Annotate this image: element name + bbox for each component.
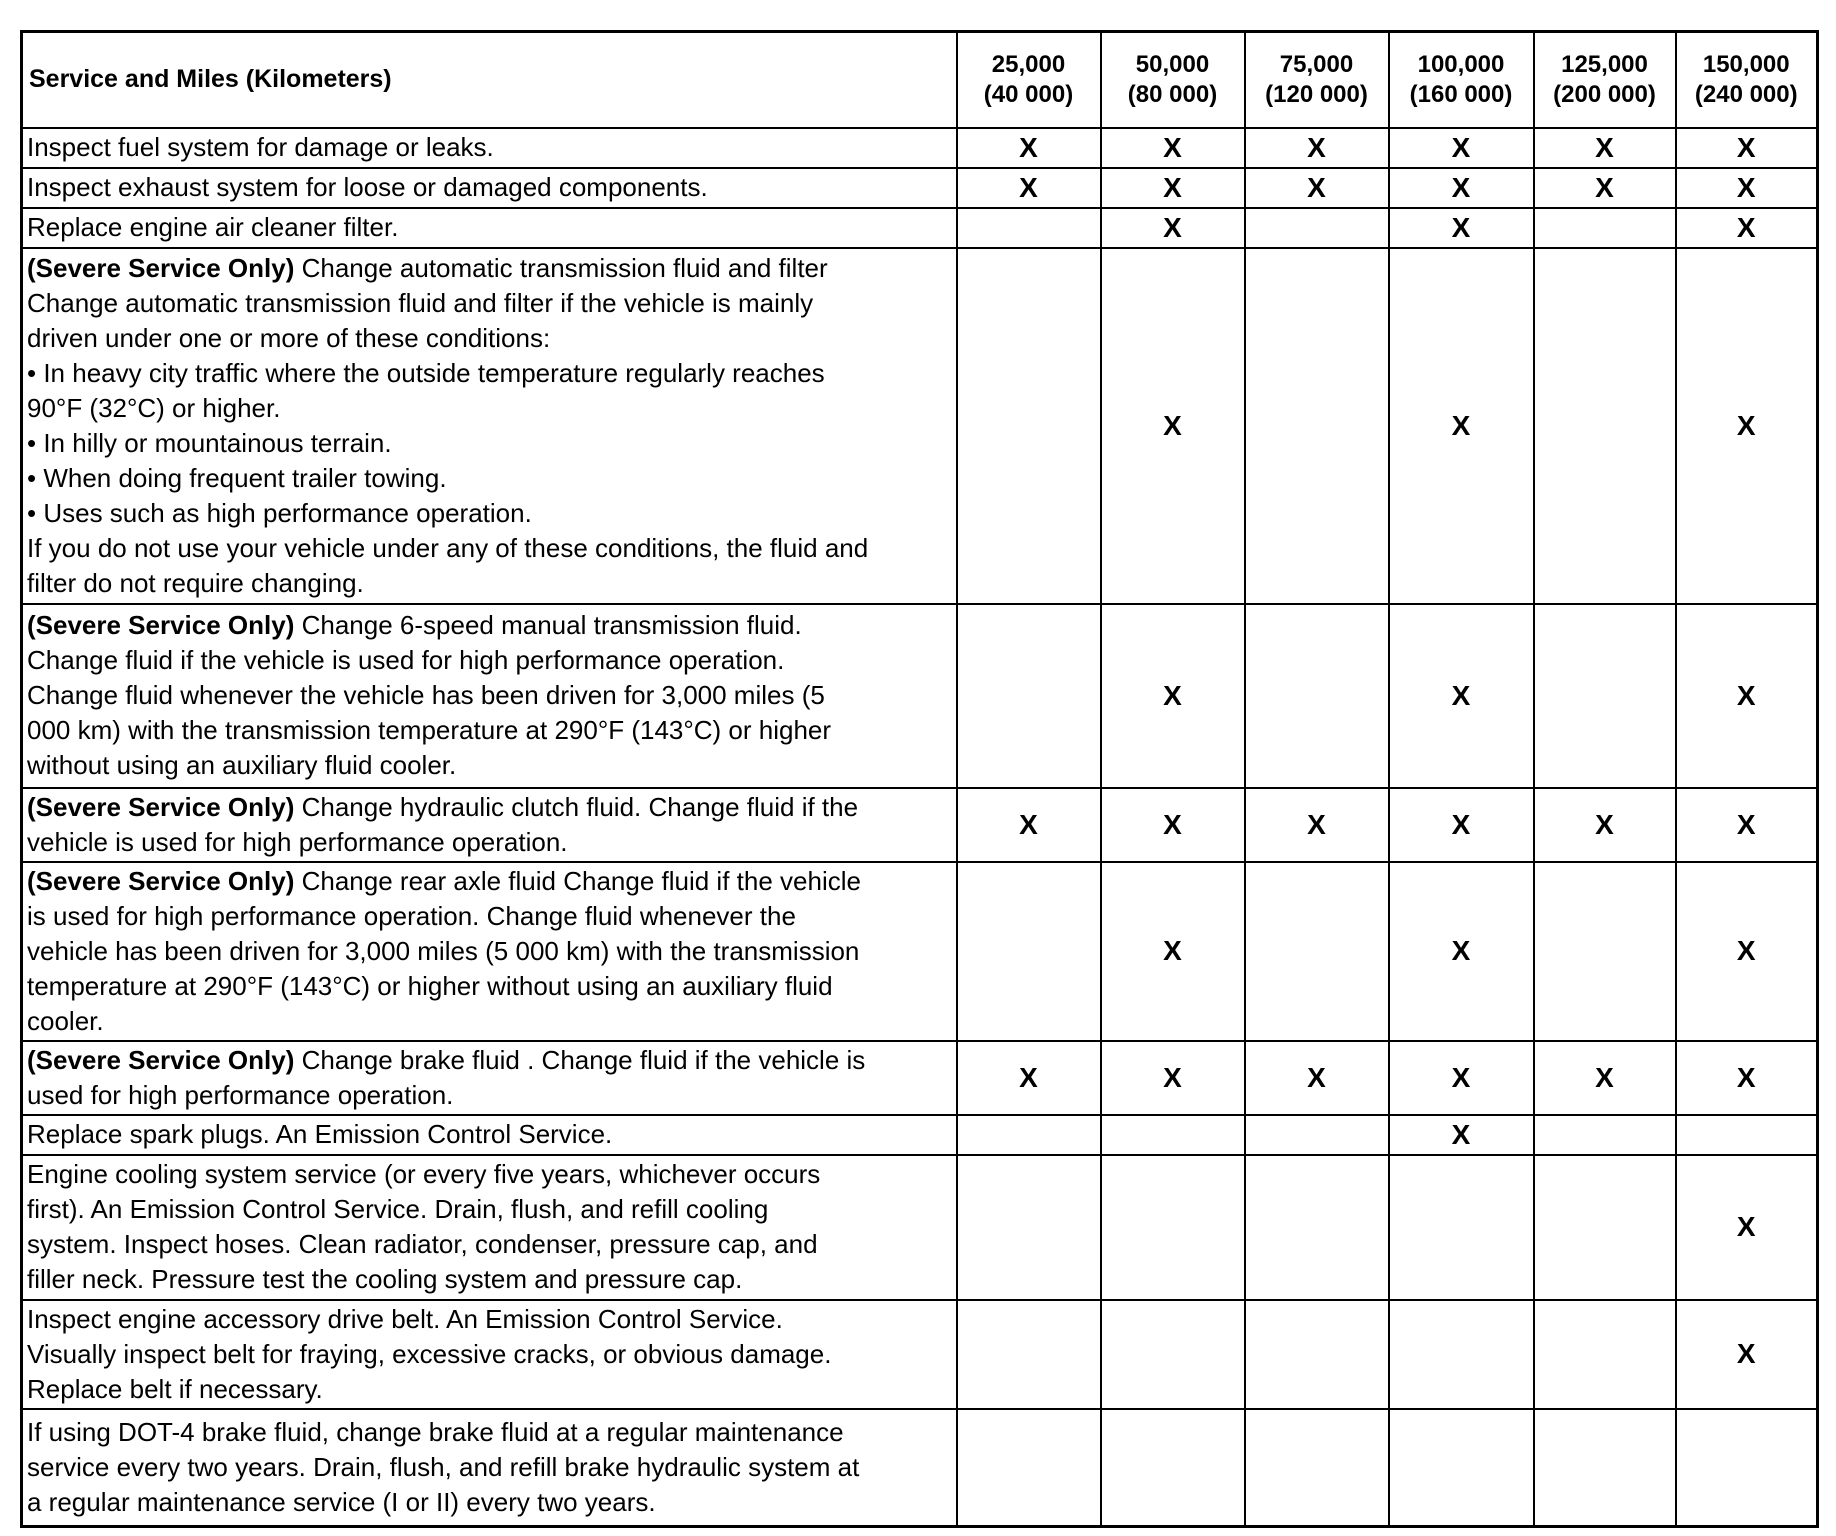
description-line	[27, 608, 952, 643]
service-mark: X	[1676, 168, 1818, 208]
empty-cell	[1245, 862, 1389, 1041]
service-mark: X	[1101, 248, 1245, 604]
empty-cell	[1101, 1155, 1245, 1300]
description-text: Change rear axle fluid Change fluid if the vehicle	[294, 865, 861, 896]
severe-service-label: (Severe Service Only)	[27, 1044, 295, 1075]
empty-cell	[1534, 248, 1676, 604]
maintenance-schedule-table	[20, 30, 1819, 1528]
service-mark: X	[1676, 604, 1818, 788]
description-line: driven under one or more of these conditions:	[27, 322, 551, 353]
service-mark: X	[1101, 604, 1245, 788]
description-line: Engine cooling system service (or every five years, whichever occurs	[27, 1159, 821, 1189]
empty-cell	[1245, 1155, 1389, 1300]
description-line: Visually inspect belt for fraying, excessive cracks, or obvious damage.	[27, 1338, 832, 1369]
service-mark: X	[1101, 1041, 1245, 1115]
empty-cell	[957, 1300, 1101, 1409]
empty-cell	[1534, 1300, 1676, 1409]
description-line: • In heavy city traffic where the outside temperature regularly reaches	[27, 357, 825, 388]
service-mark: X	[1389, 128, 1534, 168]
description-line: Replace belt if necessary.	[27, 1373, 323, 1404]
service-description	[22, 208, 957, 248]
severe-service-label: (Severe Service Only)	[27, 610, 295, 640]
interval-miles: 75,000	[1279, 50, 1354, 78]
empty-cell	[1245, 1115, 1389, 1155]
description-text: Change hydraulic clutch fluid. Change fluid if the	[294, 791, 859, 822]
interval-km: (40 000)	[983, 80, 1074, 108]
empty-cell	[1389, 1155, 1534, 1300]
service-description	[22, 1115, 957, 1155]
description-line: a regular maintenance service (I or II) every two years.	[27, 1486, 656, 1517]
schedule-body	[22, 128, 1818, 1527]
service-mark: X	[1101, 862, 1245, 1041]
description-text: Change brake fluid . Change fluid if the vehicle is	[294, 1044, 866, 1075]
interval-km: (120 000)	[1265, 80, 1368, 108]
service-mark: X	[1676, 1300, 1818, 1409]
service-mark: X	[1101, 168, 1245, 208]
description-line: • Uses such as high performance operation.	[27, 497, 532, 528]
service-mark: X	[1676, 1155, 1818, 1300]
service-mark: X	[1389, 1115, 1534, 1155]
interval-miles: 125,000	[1561, 50, 1648, 78]
description-line: 000 km) with the transmission temperature at 290°F (143°C) or higher	[27, 715, 832, 745]
service-mark: X	[1389, 1041, 1534, 1115]
service-description	[22, 604, 957, 788]
description-line: is used for high performance operation. Change fluid whenever the	[27, 900, 796, 931]
service-mark: X	[1389, 208, 1534, 248]
interval-header	[1534, 32, 1676, 128]
service-row	[22, 1041, 1818, 1115]
service-mark: X	[957, 788, 1101, 862]
service-mark: X	[1676, 128, 1818, 168]
interval-miles: 150,000	[1702, 50, 1790, 78]
description-line: Replace spark plugs. An Emission Control Service.	[27, 1119, 613, 1149]
service-mark: X	[1676, 208, 1818, 248]
service-mark: X	[957, 168, 1101, 208]
description-line	[27, 790, 952, 825]
service-mark: X	[1101, 128, 1245, 168]
service-description	[22, 1155, 957, 1300]
service-row	[22, 604, 1818, 788]
interval-header	[1676, 32, 1818, 128]
description-line	[27, 864, 952, 899]
empty-cell	[957, 1409, 1101, 1527]
description-line: first). An Emission Control Service. Drain, flush, and refill cooling	[27, 1194, 769, 1224]
description-line: Replace engine air cleaner filter.	[27, 212, 399, 242]
interval-header	[957, 32, 1101, 128]
description-line: Inspect exhaust system for loose or damaged components.	[27, 172, 708, 202]
service-mark: X	[957, 1041, 1101, 1115]
empty-cell	[1389, 1300, 1534, 1409]
empty-cell	[1534, 862, 1676, 1041]
description-line: • When doing frequent trailer towing.	[27, 462, 447, 493]
service-mark: X	[1676, 1041, 1818, 1115]
service-description	[22, 128, 957, 168]
interval-km: (160 000)	[1409, 80, 1513, 108]
severe-service-label: (Severe Service Only)	[27, 865, 295, 896]
empty-cell	[1245, 1300, 1389, 1409]
service-row	[22, 1300, 1818, 1409]
service-row	[22, 168, 1818, 208]
description-line: vehicle is used for high performance operation.	[27, 826, 568, 857]
service-mark: X	[1389, 248, 1534, 604]
interval-km: (240 000)	[1694, 80, 1798, 108]
service-column-header: Service and Miles (Kilometers)	[22, 32, 957, 128]
service-mark: X	[1534, 788, 1676, 862]
description-text: Change automatic transmission fluid and filter	[294, 252, 828, 283]
description-line: If you do not use your vehicle under any of these conditions, the fluid and	[27, 532, 869, 563]
description-line: service every two years. Drain, flush, and refill brake hydraulic system at	[27, 1451, 860, 1482]
description-line: Inspect fuel system for damage or leaks.	[27, 132, 494, 162]
service-mark: X	[1676, 862, 1818, 1041]
service-description	[22, 1300, 957, 1409]
service-row	[22, 788, 1818, 862]
empty-cell	[1101, 1115, 1245, 1155]
description-line: • In hilly or mountainous terrain.	[27, 427, 392, 458]
description-line: filter do not require changing.	[27, 567, 364, 598]
service-mark: X	[1389, 168, 1534, 208]
empty-cell	[957, 208, 1101, 248]
empty-cell	[1245, 604, 1389, 788]
empty-cell	[957, 604, 1101, 788]
interval-km: (200 000)	[1553, 80, 1656, 108]
description-line: Change fluid whenever the vehicle has been driven for 3,000 miles (5	[27, 680, 825, 710]
empty-cell	[1534, 604, 1676, 788]
empty-cell	[1534, 1115, 1676, 1155]
interval-km: (80 000)	[1127, 80, 1218, 108]
service-mark: X	[957, 128, 1101, 168]
interval-miles: 50,000	[1135, 50, 1210, 78]
service-mark: X	[1101, 208, 1245, 248]
service-description	[22, 862, 957, 1041]
empty-cell	[1389, 1409, 1534, 1527]
service-mark: X	[1534, 128, 1676, 168]
empty-cell	[1101, 1409, 1245, 1527]
empty-cell	[1676, 1115, 1818, 1155]
service-description	[22, 1409, 957, 1527]
description-text: Change 6-speed manual transmission fluid.	[294, 610, 802, 640]
description-line: Inspect engine accessory drive belt. An Emission Control Service.	[27, 1303, 783, 1334]
description-line	[27, 1043, 952, 1078]
service-row	[22, 248, 1818, 604]
service-mark: X	[1245, 1041, 1389, 1115]
empty-cell	[957, 862, 1101, 1041]
empty-cell	[1534, 1155, 1676, 1300]
empty-cell	[1534, 1409, 1676, 1527]
service-description	[22, 788, 957, 862]
service-row	[22, 862, 1818, 1041]
description-line: without using an auxiliary fluid cooler.	[27, 750, 457, 780]
service-mark: X	[1389, 788, 1534, 862]
service-mark: X	[1245, 128, 1389, 168]
description-line: Change automatic transmission fluid and filter if the vehicle is mainly	[27, 287, 814, 318]
empty-cell	[957, 1155, 1101, 1300]
description-line: Change fluid if the vehicle is used for high performance operation.	[27, 645, 785, 675]
description-line: If using DOT-4 brake fluid, change brake fluid at a regular maintenance	[27, 1416, 844, 1447]
description-line: system. Inspect hoses. Clean radiator, condenser, pressure cap, and	[27, 1229, 818, 1259]
service-mark: X	[1389, 862, 1534, 1041]
service-description	[22, 1041, 957, 1115]
empty-cell	[1676, 1409, 1818, 1527]
interval-header	[1101, 32, 1245, 128]
description-line: temperature at 290°F (143°C) or higher without using an auxiliary fluid	[27, 970, 833, 1001]
empty-cell	[1534, 208, 1676, 248]
description-line: filler neck. Pressure test the cooling system and pressure cap.	[27, 1264, 743, 1294]
interval-miles: 25,000	[991, 50, 1066, 78]
service-row	[22, 1409, 1818, 1527]
empty-cell	[1245, 248, 1389, 604]
empty-cell	[1245, 1409, 1389, 1527]
service-mark: X	[1245, 788, 1389, 862]
service-description	[22, 168, 957, 208]
service-mark: X	[1676, 788, 1818, 862]
service-description	[22, 248, 957, 604]
interval-header	[1245, 32, 1389, 128]
description-line	[27, 251, 952, 286]
empty-cell	[1245, 208, 1389, 248]
severe-service-label: (Severe Service Only)	[27, 252, 295, 283]
description-line: used for high performance operation.	[27, 1079, 454, 1110]
interval-header	[1389, 32, 1534, 128]
service-mark: X	[1245, 168, 1389, 208]
header-row	[22, 32, 1818, 128]
service-mark: X	[1101, 788, 1245, 862]
empty-cell	[1101, 1300, 1245, 1409]
description-line: cooler.	[27, 1005, 104, 1036]
empty-cell	[957, 248, 1101, 604]
interval-miles: 100,000	[1417, 50, 1505, 78]
service-mark: X	[1534, 1041, 1676, 1115]
service-row	[22, 208, 1818, 248]
empty-cell	[957, 1115, 1101, 1155]
description-line: vehicle has been driven for 3,000 miles (5 000 km) with the transmission	[27, 935, 860, 966]
service-mark: X	[1534, 168, 1676, 208]
service-row	[22, 1115, 1818, 1155]
service-mark: X	[1389, 604, 1534, 788]
service-row	[22, 128, 1818, 168]
service-mark: X	[1676, 248, 1818, 604]
service-row	[22, 1155, 1818, 1300]
severe-service-label: (Severe Service Only)	[27, 791, 295, 822]
description-line: 90°F (32°C) or higher.	[27, 392, 281, 423]
